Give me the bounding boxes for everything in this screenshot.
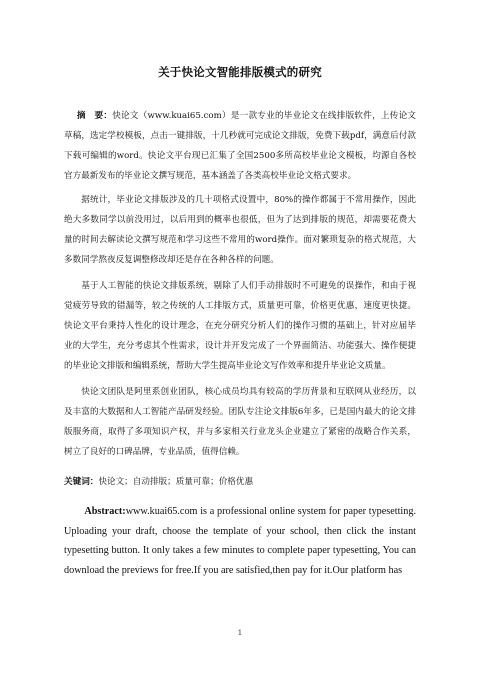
page-title: 关于快论文智能排版模式的研究 bbox=[158, 65, 322, 79]
abstract-en-label: Abstract: bbox=[84, 506, 126, 517]
abstract-cn-label: 摘 要： bbox=[76, 111, 113, 121]
abstract-en-text: www.kuai65.com is a professional online system for paper typesetting. Uploading your draft, choose the template of your school, then click the instant typesetting button. It only takes a few minutes to complete paper typesetting, You can download the previews for free.If you are satisfied,then pay for it.Our platform has bbox=[64, 506, 416, 576]
keywords-text: 快论文；自动排版；质量可靠；价格优惠 bbox=[98, 477, 254, 487]
body-paragraph-2: 基于人工智能的快论文排版系统，剔除了人们手动排版时不可避免的误操作，和由于视觉疲劳导致的错漏等，较之传统的人工排版方式，质量更可靠，价格更优惠，速度更快捷。快论文平台秉持人性化的设计理念，在充分研究分析人们的操作习惯的基础上，针对应届毕业的大学生，充分考虑其个性需求，设计并开发完成了一个界面简洁、功能强大、操作便捷的毕业论文排版和编辑系统，帮助大学生提高毕业论文写作效率和提升毕业论文质量。 bbox=[64, 281, 416, 371]
keywords-label: 关键词： bbox=[64, 477, 99, 487]
body-paragraph-3: 快论文团队是阿里系创业团队，核心成员均具有较高的学历背景和互联网从业经历，以及丰富的大数据和人工智能产品研发经验。团队专注论文排版6年多，已是国内最大的论文排版服务商，取得了多项知识产权，并与多家相关行业龙头企业建立了紧密的战略合作关系，树立了良好的口碑品牌，专业品质，值得信赖。 bbox=[64, 387, 416, 457]
keywords-line bbox=[64, 472, 416, 492]
abstract-en bbox=[64, 502, 416, 580]
page-number: 1 bbox=[237, 629, 243, 637]
abstract-cn bbox=[64, 106, 416, 186]
abstract-cn-text: 快论文（www.kuai65.com）是一款专业的毕业论文在线排版软件，上传论文草稿，选定学校模板，点击一键排版，十几秒就可完成论文排版，免费下载pdf，满意后付款下载可编辑的word。快论文平台现已汇集了全国2500多所高校毕业论文模板，均源自各校官方最新发布的毕业论文撰写规范，基本涵盖了各类高校毕业论文格式要求。 bbox=[64, 111, 416, 181]
body-paragraph-1: 据统计，毕业论文排版涉及的几十项格式设置中，80%的操作都属于不常用操作，因此绝大多数同学以前没用过，以后用到的概率也很低，但为了达到排版的规范，却需要花费大量的时间去解读论文撰写规范和学习这些不常用的word操作。面对繁琐复杂的格式规范，大多数同学熬夜反复调整修改却还是存在各种各样的问题。 bbox=[64, 195, 416, 265]
